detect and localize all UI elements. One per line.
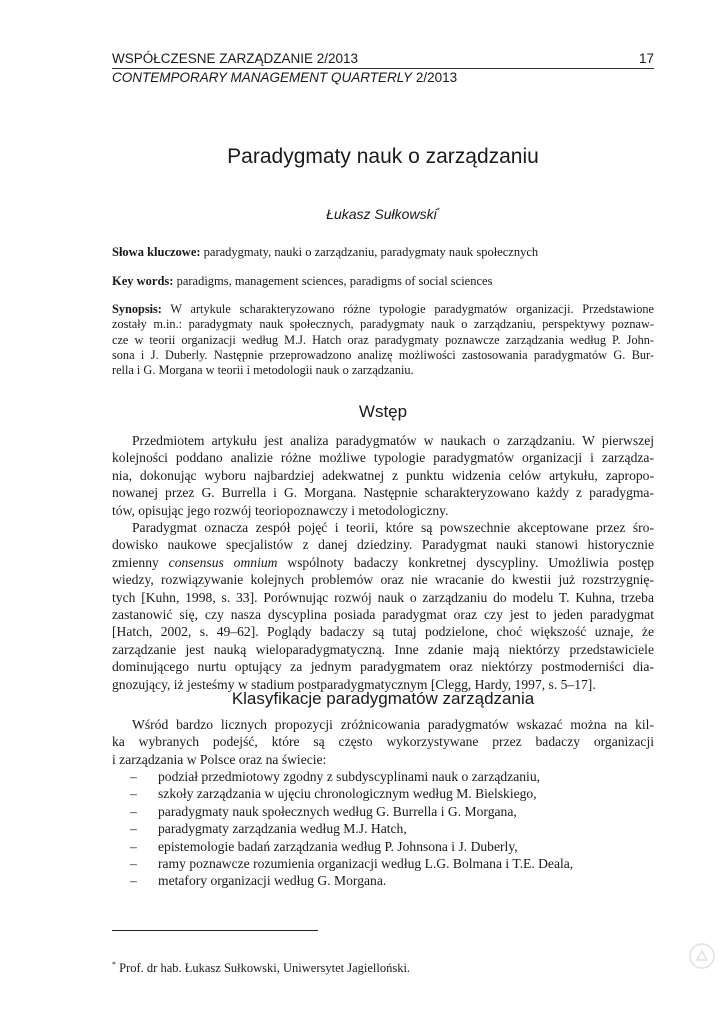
- author-line: [112, 206, 654, 222]
- header-row: [112, 50, 654, 69]
- page-number: 17: [638, 51, 654, 66]
- body-line: wiedzy, rozwiązywanie kolejnych problemów oraz nie wracanie do kwestii już rozstrzygnię-: [112, 572, 654, 588]
- synopsis-line: rella i G. Morgana w teorii i metodologii nauk o zarządzaniu.: [112, 363, 414, 378]
- body-line: Wśród bardzo licznych propozycji zróżnicowania paradygmatów wskazać można na kil-: [132, 717, 654, 732]
- footnote-rule: [112, 930, 318, 931]
- synopsis-line: Synopsis: W artykule scharakteryzowano różne typologie paradygmatów organizacji. Przedstawione: [112, 302, 654, 316]
- list-dash: –: [130, 769, 137, 784]
- author-name: Łukasz Sułkowski: [326, 206, 437, 222]
- journal-title-en-row: [112, 69, 654, 87]
- body-line: Paradygmat oznacza zespół pojęć i teorii, które są powszechnie akceptowane przez śro-: [132, 520, 654, 535]
- latin-term: consensus omnium: [168, 554, 278, 570]
- synopsis-line: cze w teorii organizacji według M.J. Hatch oraz paradygmaty poznawcze zarządzania według P. John-: [112, 332, 654, 347]
- body-line: dominującego nurtu optujący za jednym paradygmatem oraz niektórzy postmoderniści dia-: [112, 659, 654, 675]
- journal-issue-en: 2/2013: [412, 70, 458, 85]
- list-item: – szkoły zarządzania w ujęciu chronologicznym według M. Bielskiego,: [112, 785, 654, 802]
- list-dash: –: [130, 803, 137, 819]
- body-line: Przedmiotem artykułu jest analiza paradygmatów w naukach o zarządzaniu. W pierwszej: [132, 433, 654, 448]
- body-line: zmienny consensus omnium wspólnoty badaczy konkretnej dyscypliny. Umożliwia postęp: [112, 554, 654, 570]
- section-heading-classifications: Klasyfikacje paradygmatów zarządzania: [231, 689, 535, 708]
- body-line: zastanowić się, czy nasza dyscyplina posiada paradygmat oraz czy jest to jeden paradygmat: [112, 606, 654, 622]
- keywords-en-text: paradigms, management sciences, paradigms of social sciences: [173, 274, 493, 288]
- keywords-pl-label: Słowa kluczowe:: [112, 245, 201, 259]
- body-line: kolejności poddano analizie różne możliwe typologie paradygmatów organizacji i zarządza-: [112, 450, 654, 466]
- synopsis-label: Synopsis:: [112, 302, 162, 316]
- viewer-watermark-icon: [688, 942, 716, 970]
- body-line: zarządzanie jest nauką wieloparadygmatyczną. Inne zdanie mają niektórzy przedstawiciele: [112, 641, 654, 657]
- keywords-en: [112, 273, 654, 289]
- keywords-pl-text: paradygmaty, nauki o zarządzaniu, paradygmaty nauk społecznych: [200, 245, 539, 259]
- list-item: – paradygmaty zarządzania według M.J. Hatch,: [112, 820, 654, 837]
- synopsis: [112, 302, 654, 378]
- section1-paragraph-1: [112, 432, 654, 519]
- list-item: – podział przedmiotowy zgodny z subdyscyplinami nauk o zarządzaniu,: [112, 768, 654, 785]
- list-dash: –: [130, 821, 137, 837]
- journal-title-pl: WSPÓŁCZESNE ZARZĄDZANIE 2/2013: [112, 51, 359, 66]
- body-line: ka wybranych podejść, które są często wykorzystywane przez badaczy organizacji: [112, 734, 654, 750]
- footnote-mark: *: [112, 960, 116, 969]
- list-item: – epistemologie badań zarządzania według P. Johnsona i J. Duberly,: [112, 838, 654, 855]
- synopsis-line: zostały m.in.: paradygmaty nauk społecznych, paradygmaty nauk o zarządzaniu, perspektywy poznaw-: [112, 317, 654, 332]
- running-header: [112, 50, 654, 87]
- body-line: i zarządzania w Polsce oraz na świecie:: [112, 751, 327, 767]
- list-item: – paradygmaty nauk społecznych według G. Burrella i G. Morgana,: [112, 803, 654, 820]
- list-dash: –: [130, 838, 137, 854]
- list-dash: –: [130, 855, 137, 871]
- body-line: tych [Kuhn, 1998, s. 33]. Porównując rozwój nauk o zarządzaniu do modelu T. Kuhna, trzeba: [112, 589, 654, 605]
- section1-paragraph-2: [112, 519, 654, 693]
- body-line: tów, opisując jego rozwój teoriopoznawczy i metodologiczny.: [112, 502, 449, 518]
- list-item: – metafory organizacji według G. Morgana.: [112, 872, 654, 889]
- classification-list: [112, 768, 654, 890]
- list-dash: –: [130, 786, 137, 802]
- synopsis-line: sona i J. Duberly. Następnie przeprowadzono analizę możliwości zastosowania paradygmatów G. Bur-: [112, 347, 654, 362]
- body-line: nowanej przez G. Burrella i G. Morgana. Następnie scharakteryzowano każdy z paradygma-: [112, 485, 654, 501]
- body-line: nia, dokonując wyboru najbardziej adekwatnej z punktu widzenia celów artykułu, zapropo-: [112, 467, 654, 483]
- section-heading-intro: Wstęp: [358, 402, 408, 421]
- author-footnote-mark: *: [436, 206, 440, 216]
- list-item: – ramy poznawcze rozumienia organizacji według L.G. Bolmana i T.E. Deala,: [112, 855, 654, 872]
- footnote-text: Prof. dr hab. Łukasz Sułkowski, Uniwersytet Jagielloński.: [116, 961, 411, 976]
- article-title: Paradygmaty nauk o zarządzaniu: [227, 145, 539, 168]
- body-line: dowisko naukowe specjalistów z danej dziedziny. Paradygmat nauki stanowi historycznie: [112, 537, 654, 553]
- keywords-pl: [112, 244, 654, 260]
- journal-title-en: CONTEMPORARY MANAGEMENT QUARTERLY: [112, 70, 413, 85]
- keywords-en-label: Key words:: [112, 274, 174, 288]
- list-dash: –: [130, 873, 137, 889]
- footnote: [112, 960, 410, 976]
- body-line: [Hatch, 2002, s. 49–62]. Poglądy badaczy są tutaj podzielone, choć większość uznaje, że: [112, 624, 654, 640]
- section2-intro: [112, 716, 654, 768]
- body-line: gnozujący, iż jesteśmy w stadium postparadygmatycznym [Clegg, Hardy, 1997, s. 5–17].: [112, 676, 596, 692]
